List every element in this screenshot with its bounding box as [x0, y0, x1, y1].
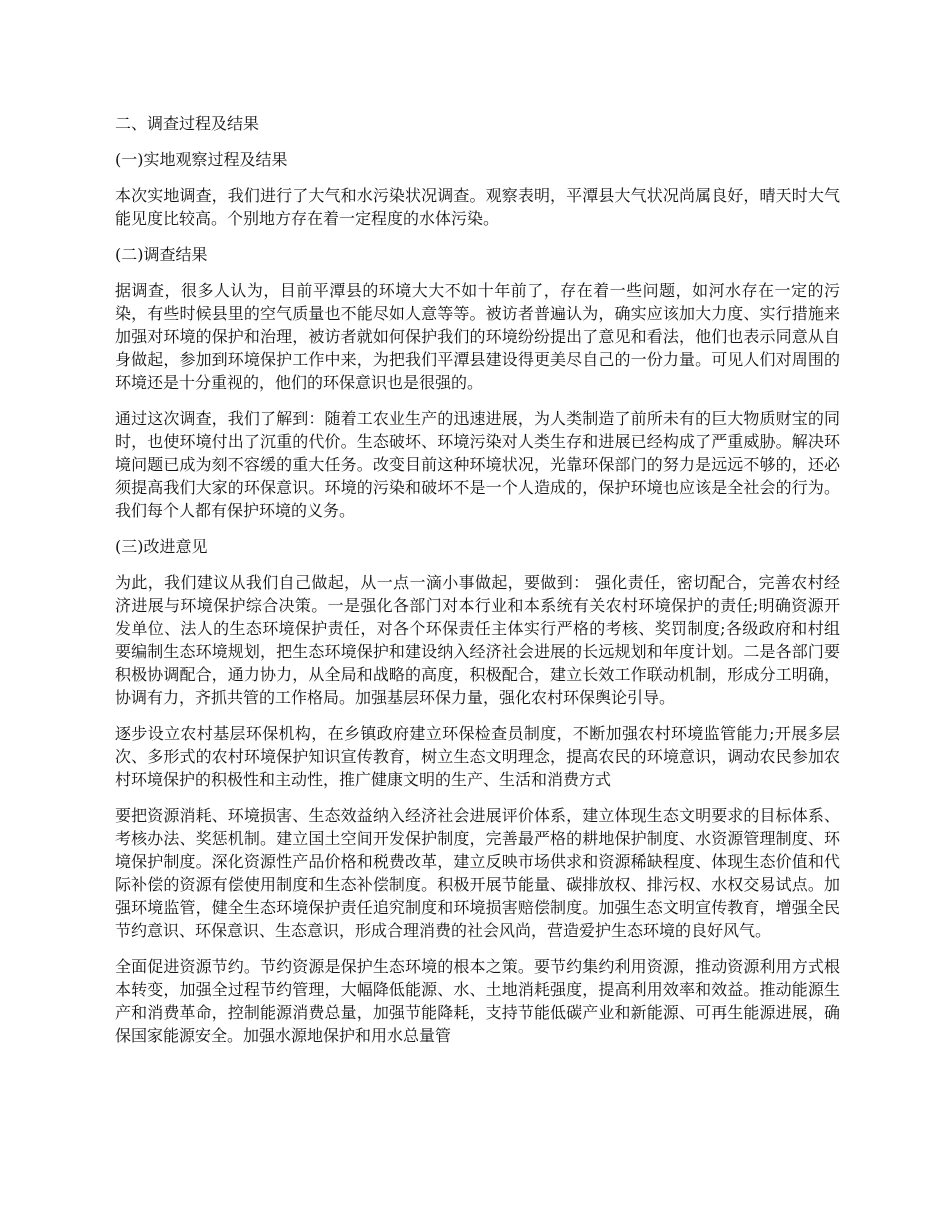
paragraph: 为此，我们建议从我们自己做起，从一点一滴小事做起，要做到： 强化责任，密切配合，完善农村经济进展与环境保护综合决策。一是强化各部门对本行业和本系统有关农村环境保护的责任;明确资源开发单位、法人的生态环境保护责任，对各个环保责任主体实行严格的考核、奖罚制度;各级政府和村组要编制生态环境规划，把生态环境保护和建设纳入经济社会进展的长远规划和年度计划。二是各部门要积极协调配合，通力协力，从全局和战略的高度，积极配合，建立长效工作联动机制，形成分工明确，协调有力，齐抓共管的工作格局。加强基层环保力量，强化农村环保舆论引导。 — [115, 573, 840, 707]
paragraph: 据调查，很多人认为，目前平潭县的环境大大不如十年前了，存在着一些问题，如河水存在一定的污染，有些时候县里的空气质量也不能尽如人意等等。被访者普遍认为，确实应该加大力度、实行措施来加强对环境的保护和治理，被访者就如何保护我们的环境纷纷提出了意见和看法，他们也表示同意从自身做起，参加到环境保护工作中来，为把我们平潭县建设得更美尽自己的一份力量。可见人们对周围的环境还是十分重视的，他们的环保意识也是很强的。 — [115, 281, 840, 392]
paragraph: 全面促进资源节约。节约资源是保护生态环境的根本之策。要节约集约利用资源，推动资源利用方式根本转变，加强全过程节约管理，大幅降低能源、水、土地消耗强度，提高利用效率和效益。推动能源生产和消费革命，控制能源消费总量，加强节能降耗，支持节能低碳产业和新能源、可再生能源进展，确保国家能源安全。加强水源地保护和用水总量管 — [115, 957, 840, 1045]
paragraph: 本次实地调查，我们进行了大气和水污染状况调查。观察表明，平潭县大气状况尚属良好，晴天时大气能见度比较高。个别地方存在着一定程度的水体污染。 — [115, 186, 840, 228]
subsection-title-results: (二)调查结果 — [115, 245, 208, 264]
subsection-title-observation: (一)实地观察过程及结果 — [115, 150, 288, 169]
paragraph: 通过这次调查，我们了解到：随着工农业生产的迅速进展，为人类制造了前所未有的巨大物质财宝的同时，也使环境付出了沉重的代价。生态破坏、环境污染对人类生存和进展已经构成了严重威胁。解决环境问题已成为刻不容缓的重大任务。改变目前这种环境状况，光靠环保部门的努力是远远不够的，还必须提高我们大家的环保意识。环境的污染和破坏不是一个人造成的，保护环境也应该是全社会的行为。我们每个人都有保护环境的义务。 — [115, 409, 840, 520]
document-page — [115, 112, 840, 1060]
paragraph: 要把资源消耗、环境损害、生态效益纳入经济社会进展评价体系，建立体现生态文明要求的目标体系、考核办法、奖惩机制。建立国土空间开发保护制度，完善最严格的耕地保护制度、水资源管理制度、环境保护制度。深化资源性产品价格和税费改革，建立反映市场供求和资源稀缺程度、体现生态价值和代际补偿的资源有偿使用制度和生态补偿制度。积极开展节能量、碳排放权、排污权、水权交易试点。加强环境监管，健全生态环境保护责任追究制度和环境损害赔偿制度。加强生态文明宣传教育，增强全民节约意识、环保意识、生态意识，形成合理消费的社会风尚，营造爱护生态环境的良好风气。 — [115, 806, 840, 940]
section-title: 二、调查过程及结果 — [115, 114, 260, 133]
subsection-title-suggestions: (三)改进意见 — [115, 537, 208, 556]
paragraph: 逐步设立农村基层环保机构，在乡镇政府建立环保检查员制度，不断加强农村环境监管能力;开展多层次、多形式的农村环境保护知识宣传教育，树立生态文明理念，提高农民的环境意识，调动农民参加农村环境保护的积极性和主动性，推广健康文明的生产、生活和消费方式 — [115, 724, 840, 789]
